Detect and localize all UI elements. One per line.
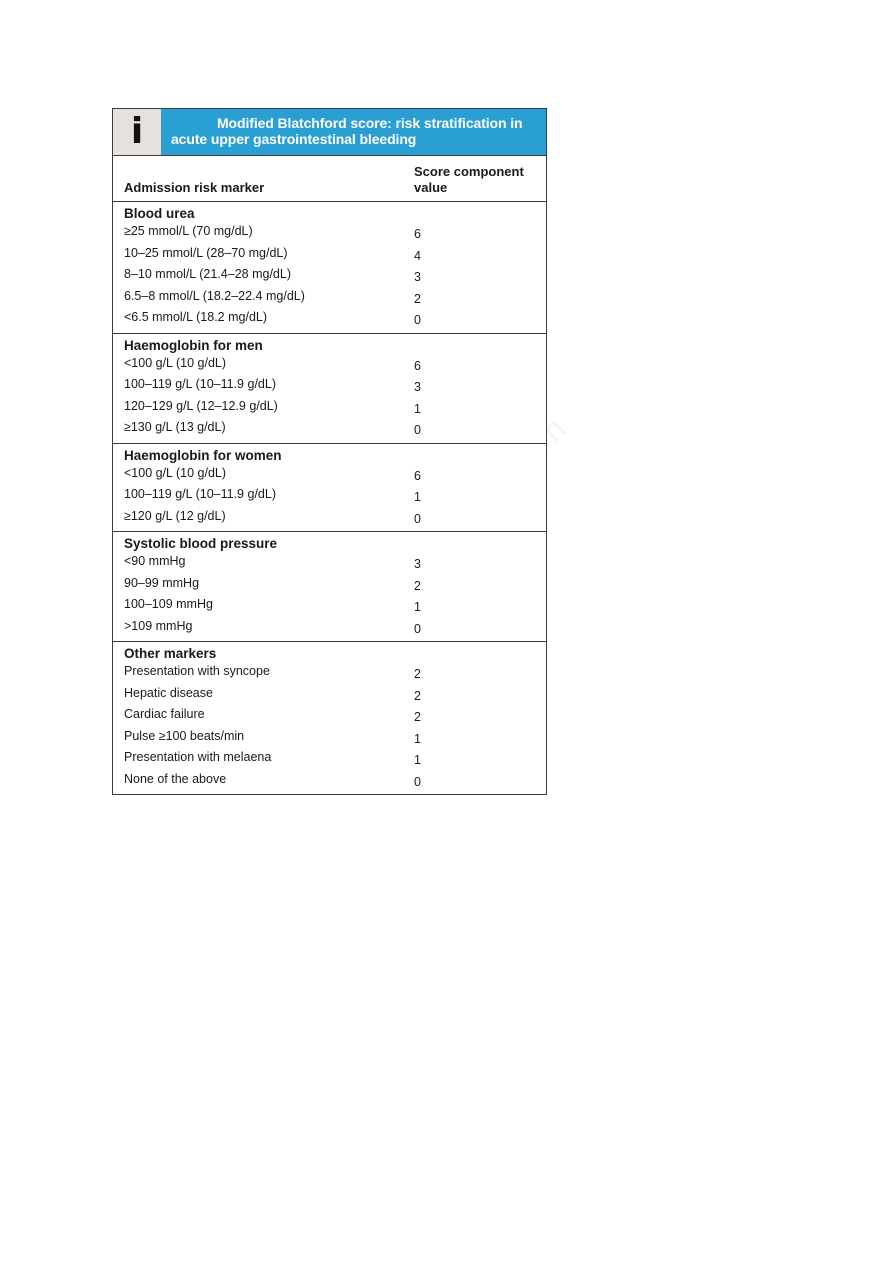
table-row — [113, 265, 546, 287]
score-value-cell: 4 — [414, 248, 421, 263]
table-row — [113, 397, 546, 419]
score-value-cell: 0 — [414, 313, 421, 327]
table-section — [113, 202, 546, 334]
risk-marker-cell: 6.5–8 mmol/L (18.2–22.4 mg/dL) — [124, 288, 305, 303]
section-title: Haemoglobin for men — [124, 337, 263, 353]
score-value-cell: 2 — [414, 710, 421, 724]
risk-marker-cell: None of the above — [124, 771, 227, 786]
risk-marker-cell: >109 mmHg — [124, 618, 193, 633]
score-value-cell: 2 — [414, 667, 421, 681]
score-value-cell: 3 — [414, 557, 421, 571]
table-row — [113, 748, 546, 770]
table-header — [113, 156, 546, 202]
score-value-cell: 1 — [414, 753, 421, 767]
score-value-cell: 0 — [414, 423, 421, 437]
table-row — [113, 375, 546, 397]
score-value-cell: 1 — [414, 731, 421, 746]
header-value: Score component value — [414, 164, 524, 195]
section-title: Systolic blood pressure — [124, 536, 278, 551]
table-row — [113, 507, 546, 529]
section-title: Other markers — [124, 646, 217, 661]
section-title: Blood urea — [124, 206, 195, 221]
table-row — [113, 418, 546, 440]
table-row — [113, 684, 546, 706]
table-row — [113, 574, 546, 596]
risk-marker-cell: ≥130 g/L (13 g/dL) — [124, 420, 226, 434]
table-section — [113, 444, 546, 533]
score-value-cell: 2 — [414, 688, 421, 703]
table-row — [113, 595, 546, 617]
table-row — [113, 464, 546, 486]
table-body — [113, 202, 546, 794]
info-icon: i — [113, 109, 161, 155]
score-value-cell: 1 — [414, 401, 421, 416]
risk-marker-cell: Presentation with melaena — [124, 750, 272, 764]
table-section — [113, 532, 546, 642]
score-value-cell: 6 — [414, 227, 421, 241]
table-row — [113, 354, 546, 376]
table-row — [113, 552, 546, 574]
risk-marker-cell: Cardiac failure — [124, 707, 205, 721]
score-value-cell: 0 — [414, 511, 421, 526]
table-row — [113, 308, 546, 330]
table-section — [113, 642, 546, 794]
risk-marker-cell: ≥120 g/L (12 g/dL) — [124, 508, 226, 523]
risk-marker-cell: 100–119 g/L (10–11.9 g/dL) — [124, 377, 276, 391]
score-value-cell: 0 — [414, 774, 421, 789]
score-value-cell: 0 — [414, 621, 421, 636]
table-row — [113, 727, 546, 749]
risk-marker-cell: <100 g/L (10 g/dL) — [124, 355, 227, 370]
table-row — [113, 705, 546, 727]
risk-marker-cell: <6.5 mmol/L (18.2 mg/dL) — [124, 310, 268, 324]
table-row — [113, 485, 546, 507]
table-row — [113, 617, 546, 639]
table-row — [113, 222, 546, 244]
box-title: Modified Blatchford score: risk stratification in acute upper gastrointestinal bleeding — [161, 109, 546, 155]
risk-marker-cell: 100–119 g/L (10–11.9 g/dL) — [124, 487, 276, 501]
score-value-cell: 6 — [414, 358, 421, 373]
risk-marker-cell: 100–109 mmHg — [124, 597, 213, 611]
table-section — [113, 334, 546, 444]
score-value-cell: 2 — [414, 578, 421, 593]
table-row — [113, 770, 546, 792]
risk-marker-cell: Presentation with syncope — [124, 664, 270, 678]
box-titlebar — [113, 109, 546, 156]
risk-marker-cell: 10–25 mmol/L (28–70 mg/dL) — [124, 245, 288, 260]
blatchford-score-box — [112, 108, 547, 795]
header-marker: Admission risk marker — [124, 180, 265, 195]
risk-marker-cell: 120–129 g/L (12–12.9 g/dL) — [124, 398, 278, 413]
risk-marker-cell: 90–99 mmHg — [124, 575, 200, 590]
score-value-cell: 6 — [414, 468, 421, 483]
risk-marker-cell: 8–10 mmol/L (21.4–28 mg/dL) — [124, 267, 291, 281]
risk-marker-cell: <100 g/L (10 g/dL) — [124, 465, 227, 480]
table-row — [113, 244, 546, 266]
risk-marker-cell: ≥25 mmol/L (70 mg/dL) — [124, 224, 253, 238]
risk-marker-cell: <90 mmHg — [124, 554, 186, 568]
score-value-cell: 1 — [414, 600, 421, 614]
table-row — [113, 662, 546, 684]
risk-marker-cell: Pulse ≥100 beats/min — [124, 728, 245, 743]
score-value-cell: 1 — [414, 490, 421, 504]
score-value-cell: 3 — [414, 270, 421, 284]
score-value-cell: 2 — [414, 291, 421, 306]
score-value-cell: 3 — [414, 380, 421, 394]
section-title: Haemoglobin for women — [124, 447, 282, 463]
table-row — [113, 287, 546, 309]
risk-marker-cell: Hepatic disease — [124, 685, 213, 700]
